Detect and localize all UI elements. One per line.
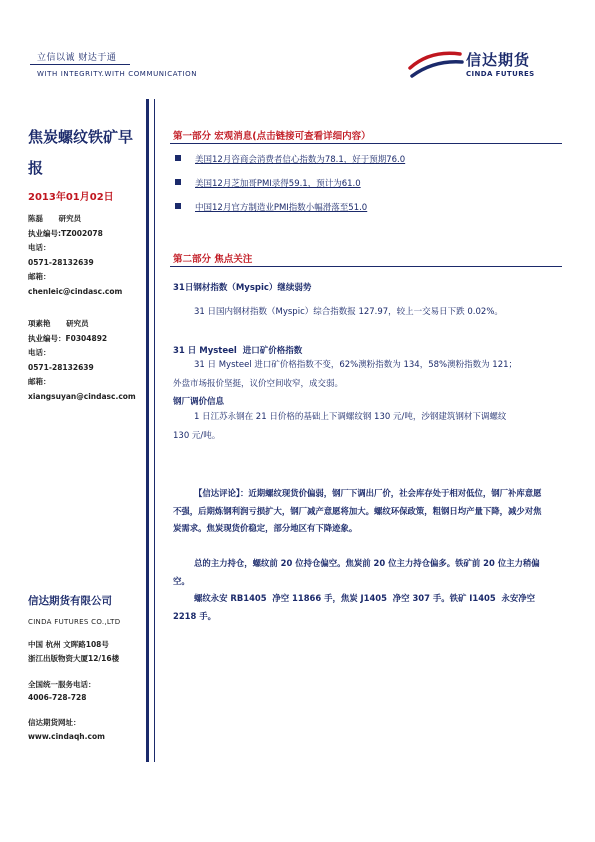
company-name-en: CINDA FUTURES CO.,LTD [28,618,121,626]
sidebar-divider-thick [146,99,149,762]
focus-heading-steel-index: 31日钢材指数（Myspic）继续弱势 [173,283,312,293]
company-address [28,638,119,666]
address-line-1: 中国 杭州 文晖路108号 [28,640,109,649]
website-link[interactable]: www.cindaqh.com [28,732,105,741]
news-item [175,153,405,165]
analyst-phone: 0571-28132639 [28,257,94,267]
analyst-phone-label: 电话： [28,348,51,357]
commentary-paragraph: 【信达评论】：近期螺纹现货价偏弱，钢厂下调出厂价，社会库存处于相对低位，钢厂补库意愿不强，后期炼钢利润亏损扩大，钢厂减产意愿将加大。螺纹环保政策，粗钢日均产量下降，减少对焦炭需求。焦炭现货价稳定，部分地区有下降迹象。 [173,488,542,533]
focus-heading-mill-prices: 钢厂调价信息 [173,397,225,407]
analyst-phone: 0571-28132639 [28,362,94,372]
hotline-label: 全国统一服务电话： [28,680,96,689]
focus-text-steel-index: 31 日国内钢材指数（Myspic）综合指数报 127.97，较上一交易日下跌 0.02%。 [194,307,503,317]
company-name-cn: 信达期货有限公司 [28,595,112,607]
analyst-name-role: 陈磊 研究员 [28,214,82,223]
commentary-net-positions: 螺纹永安 RB1405 净空 11866 手，焦炭 J1405 净空 307 手。铁矿 I1405 永安净空 2218 手。 [173,593,538,621]
slogan-en: WITH INTEGRITY.WITH COMMUNICATION [37,70,198,78]
news-item [175,177,361,189]
analyst-phone-label: 电话： [28,243,51,252]
analyst-email[interactable]: xiangsuyan@cindasc.com [28,391,136,401]
address-line-2: 浙江出版物资大厦12/16楼 [28,654,120,663]
focus-text-ore-index: 31 日 Mysteel 进口矿价格指数不变，62%澳粉指数为 134，58%澳粉指数为 121；外盘市场报价坚挺，议价空间收窄，成交弱。 [173,360,518,389]
news-link[interactable]: 美国12月咨商会消费者信心指数为78.1，好于预期76.0 [195,155,406,165]
analyst-email[interactable]: chenleic@cindasc.com [28,286,123,296]
logo-text-en: CINDA FUTURES [466,70,535,78]
company-hotline [28,678,96,704]
section-1-divider [170,143,562,144]
analyst-name-role: 项素艳 研究员 [28,319,89,328]
square-bullet-icon [175,155,181,161]
analyst-contact-1 [28,212,122,299]
company-website [28,716,105,744]
analyst-license: 执业编号:TZ002078 [28,228,103,238]
header-divider [30,64,130,65]
report-date: 2013年01月02日 [28,192,114,203]
analyst-email-label: 邮箱： [28,272,51,281]
section-2-divider [170,266,562,267]
slogan-cn: 立信以诚 财达于通 [37,53,117,63]
analyst-email-label: 邮箱： [28,377,51,386]
square-bullet-icon [175,203,181,209]
website-label: 信达期货网址： [28,718,81,727]
news-link[interactable]: 中国12月官方制造业PMI指数小幅滑落至51.0 [195,203,368,213]
analyst-contact-2 [28,317,136,404]
sidebar-divider-thin [154,99,155,762]
news-item [175,201,367,213]
news-link[interactable]: 美国12月芝加哥PMI录得59.1，预计为61.0 [195,179,361,189]
focus-heading-ore-index: 31 日 Mysteel 进口矿价格指数 [173,346,303,356]
hotline-number: 4006-728-728 [28,693,87,702]
focus-text-mill-prices: 1 日江苏永钢在 21 日价格的基础上下调螺纹钢 130 元/吨，沙钢建筑钢材下调螺纹 130 元/吨。 [173,412,507,441]
square-bullet-icon [175,179,181,185]
section-2-title: 第二部分 焦点关注 [173,254,253,265]
analyst-license: 执业编号：F0304892 [28,333,108,343]
section-1-title: 第一部分 宏观消息(点击链接可查看详细内容） [173,131,371,142]
report-title: 焦炭螺纹铁矿早报 [28,128,134,177]
logo-text-cn: 信达期货 [466,51,531,69]
commentary-positions: 总的主力持仓，螺纹前 20 位持仓偏空。焦炭前 20 位主力持仓偏多。铁矿前 20 位主力稍偏空。 [173,558,540,586]
